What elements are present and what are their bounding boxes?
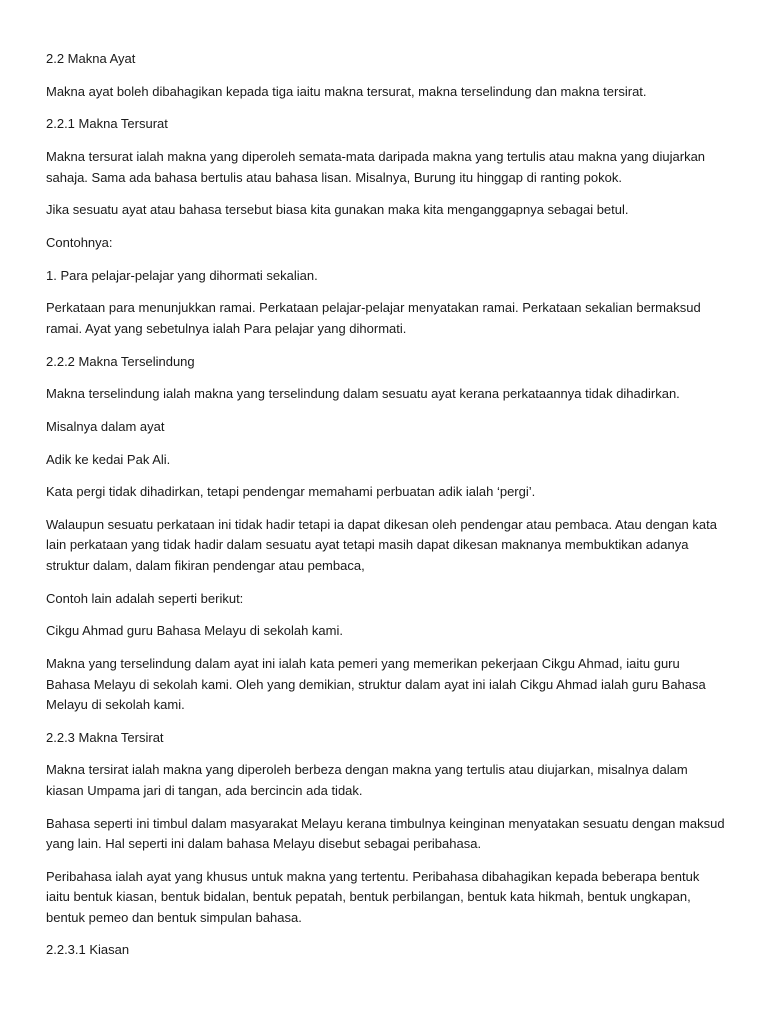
paragraph: Misalnya dalam ayat	[46, 418, 165, 434]
paragraph: Adik ke kedai Pak Ali.	[46, 451, 171, 467]
section-heading: 2.2.2 Makna Terselindung	[46, 353, 195, 369]
paragraph: Peribahasa ialah ayat yang khusus untuk makna yang tertentu. Peribahasa dibahagikan kepada beberapa bentuk iaitu bentuk kiasan, bentuk bidalan, bentuk pepatah, bentuk perbilangan, bentuk kata hikmah, bentuk ungkapan, bentuk pemeo dan bentuk simpulan bahasa.	[46, 868, 700, 925]
document-page	[46, 49, 726, 973]
paragraph: Perkataan para menunjukkan ramai. Perkataan pelajar-pelajar menyatakan ramai. Perkataan sekalian bermaksud ramai. Ayat yang sebetulnya ialah Para pelajar yang dihormati.	[46, 300, 701, 336]
section-heading: 2.2.3.1 Kiasan	[46, 942, 130, 958]
paragraph: Contohnya:	[46, 234, 113, 250]
paragraph: Cikgu Ahmad guru Bahasa Melayu di sekolah kami.	[46, 623, 343, 639]
paragraph: Walaupun sesuatu perkataan ini tidak hadir tetapi ia dapat dikesan oleh pendengar atau pembaca. Atau dengan kata lain perkataan yang tidak hadir dalam sesuatu ayat tetapi masih dapat dikesan maknanya membuktikan adanya struktur dalam, dalam fikiran pendengar atau pembaca,	[46, 516, 717, 573]
paragraph: Kata pergi tidak dihadirkan, tetapi pendengar memahami perbuatan adik ialah ‘pergi’.	[46, 484, 536, 500]
paragraph: Makna ayat boleh dibahagikan kepada tiga iaitu makna tersurat, makna terselindung dan makna tersirat.	[46, 83, 647, 99]
paragraph: Makna tersurat ialah makna yang diperoleh semata-mata daripada makna yang tertulis atau makna yang diujarkan sahaja. Sama ada bahasa bertulis atau bahasa lisan. Misalnya, Burung itu hinggap di ranting pokok.	[46, 149, 706, 185]
paragraph: Makna tersirat ialah makna yang diperoleh berbeza dengan makna yang tertulis atau diujarkan, misalnya dalam kiasan Umpama jari di tangan, ada bercincin ada tidak.	[46, 762, 688, 798]
section-heading: 2.2.3 Makna Tersirat	[46, 729, 164, 745]
section-heading: 2.2 Makna Ayat	[46, 51, 136, 66]
paragraph: Bahasa seperti ini timbul dalam masyarakat Melayu kerana timbulnya keinginan menyatakan sesuatu dengan maksud yang lain. Hal seperti ini dalam bahasa Melayu disebut sebagai peribahasa.	[46, 815, 725, 852]
paragraph: Jika sesuatu ayat atau bahasa tersebut biasa kita gunakan maka kita menganggapnya sebagai betul.	[46, 202, 629, 218]
paragraph: 1. Para pelajar-pelajar yang dihormati sekalian.	[46, 267, 318, 283]
paragraph: Makna terselindung ialah makna yang terselindung dalam sesuatu ayat kerana perkataannya tidak dihadirkan.	[46, 386, 680, 402]
paragraph: Contoh lain adalah seperti berikut:	[46, 590, 244, 606]
paragraph: Makna yang terselindung dalam ayat ini ialah kata pemeri yang memerikan pekerjaan Cikgu Ahmad, iaitu guru Bahasa Melayu di sekolah kami. Oleh yang demikian, struktur dalam ayat ini ialah Cikgu Ahmad ialah guru Bahasa Melayu di sekolah kami.	[46, 656, 706, 712]
section-heading: 2.2.1 Makna Tersurat	[46, 116, 168, 132]
